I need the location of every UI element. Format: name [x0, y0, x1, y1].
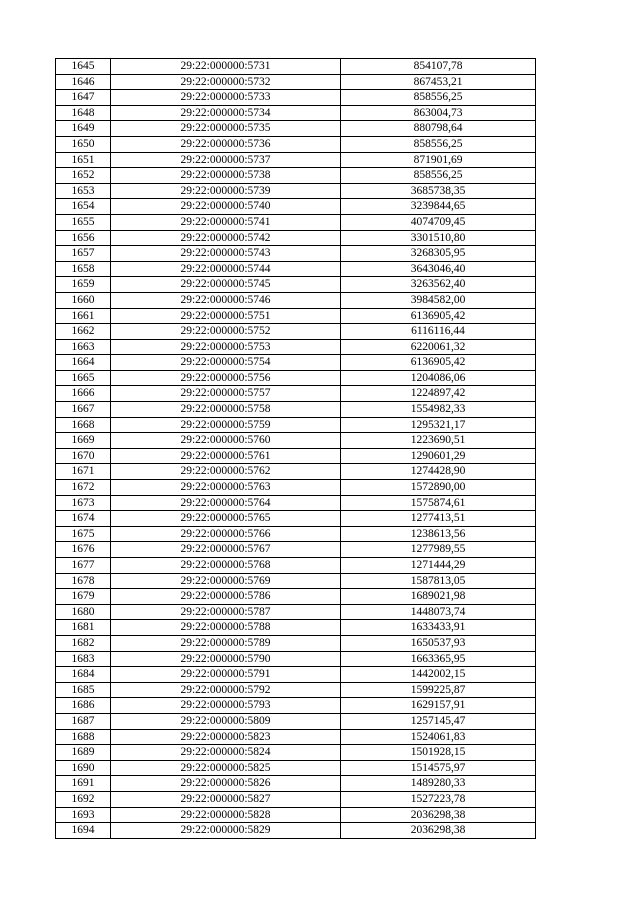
- cadastral-value-cell: 1442002,15: [341, 667, 536, 683]
- cadastral-number-cell: 29:22:000000:5828: [111, 807, 341, 823]
- cadastral-number-cell: 29:22:000000:5734: [111, 105, 341, 121]
- cadastral-value-cell: 1295321,17: [341, 417, 536, 433]
- row-number-cell: 1667: [56, 402, 111, 418]
- cadastral-number-cell: 29:22:000000:5791: [111, 667, 341, 683]
- cadastral-value-cell: 1629157,91: [341, 698, 536, 714]
- cadastral-value-cell: 1663365,95: [341, 651, 536, 667]
- cadastral-value-cell: 1575874,61: [341, 495, 536, 511]
- cadastral-number-cell: 29:22:000000:5766: [111, 526, 341, 542]
- cadastral-number-cell: 29:22:000000:5809: [111, 713, 341, 729]
- row-number-cell: 1648: [56, 105, 111, 121]
- cadastral-number-cell: 29:22:000000:5769: [111, 573, 341, 589]
- cadastral-value-cell: 4074709,45: [341, 214, 536, 230]
- table-row: [56, 651, 536, 667]
- row-number-cell: 1664: [56, 355, 111, 371]
- row-number-cell: 1647: [56, 90, 111, 106]
- cadastral-number-cell: 29:22:000000:5744: [111, 261, 341, 277]
- cadastral-value-table: [55, 58, 536, 839]
- cadastral-value-cell: 1448073,74: [341, 604, 536, 620]
- cadastral-number-cell: 29:22:000000:5753: [111, 339, 341, 355]
- row-number-cell: 1686: [56, 698, 111, 714]
- cadastral-number-cell: 29:22:000000:5738: [111, 168, 341, 184]
- cadastral-value-cell: 3301510,80: [341, 230, 536, 246]
- table-row: [56, 698, 536, 714]
- table-row: [56, 168, 536, 184]
- row-number-cell: 1694: [56, 823, 111, 839]
- cadastral-number-cell: 29:22:000000:5746: [111, 292, 341, 308]
- cadastral-number-cell: 29:22:000000:5735: [111, 121, 341, 137]
- table-row: [56, 495, 536, 511]
- cadastral-number-cell: 29:22:000000:5789: [111, 635, 341, 651]
- cadastral-number-cell: 29:22:000000:5823: [111, 729, 341, 745]
- row-number-cell: 1684: [56, 667, 111, 683]
- row-number-cell: 1672: [56, 480, 111, 496]
- row-number-cell: 1693: [56, 807, 111, 823]
- cadastral-number-cell: 29:22:000000:5824: [111, 745, 341, 761]
- cadastral-value-cell: 1524061,83: [341, 729, 536, 745]
- row-number-cell: 1655: [56, 214, 111, 230]
- table-row: [56, 760, 536, 776]
- cadastral-number-cell: 29:22:000000:5788: [111, 620, 341, 636]
- row-number-cell: 1677: [56, 558, 111, 574]
- cadastral-number-cell: 29:22:000000:5787: [111, 604, 341, 620]
- row-number-cell: 1670: [56, 448, 111, 464]
- row-number-cell: 1662: [56, 324, 111, 340]
- row-number-cell: 1656: [56, 230, 111, 246]
- cadastral-number-cell: 29:22:000000:5760: [111, 433, 341, 449]
- row-number-cell: 1671: [56, 464, 111, 480]
- cadastral-value-cell: 3643046,40: [341, 261, 536, 277]
- cadastral-value-cell: 1650537,93: [341, 635, 536, 651]
- table-row: [56, 635, 536, 651]
- table-row: [56, 823, 536, 839]
- table-row: [56, 355, 536, 371]
- cadastral-value-cell: 1527223,78: [341, 791, 536, 807]
- cadastral-value-cell: 3984582,00: [341, 292, 536, 308]
- cadastral-value-cell: 2036298,38: [341, 807, 536, 823]
- table-row: [56, 199, 536, 215]
- table-row: [56, 558, 536, 574]
- cadastral-value-cell: 867453,21: [341, 74, 536, 90]
- row-number-cell: 1681: [56, 620, 111, 636]
- row-number-cell: 1690: [56, 760, 111, 776]
- table-row: [56, 791, 536, 807]
- cadastral-value-cell: 6136905,42: [341, 308, 536, 324]
- table-row: [56, 433, 536, 449]
- cadastral-number-cell: 29:22:000000:5786: [111, 589, 341, 605]
- cadastral-number-cell: 29:22:000000:5792: [111, 682, 341, 698]
- cadastral-number-cell: 29:22:000000:5754: [111, 355, 341, 371]
- row-number-cell: 1691: [56, 776, 111, 792]
- row-number-cell: 1682: [56, 635, 111, 651]
- cadastral-value-cell: 3263562,40: [341, 277, 536, 293]
- table-row: [56, 152, 536, 168]
- table-row: [56, 480, 536, 496]
- row-number-cell: 1645: [56, 59, 111, 75]
- cadastral-number-cell: 29:22:000000:5752: [111, 324, 341, 340]
- cadastral-number-cell: 29:22:000000:5733: [111, 90, 341, 106]
- cadastral-value-cell: 1277413,51: [341, 511, 536, 527]
- cadastral-number-cell: 29:22:000000:5741: [111, 214, 341, 230]
- cadastral-value-cell: 3685738,35: [341, 183, 536, 199]
- cadastral-number-cell: 29:22:000000:5739: [111, 183, 341, 199]
- cadastral-value-cell: 1554982,33: [341, 402, 536, 418]
- row-number-cell: 1666: [56, 386, 111, 402]
- table-row: [56, 776, 536, 792]
- cadastral-number-cell: 29:22:000000:5743: [111, 246, 341, 262]
- cadastral-number-cell: 29:22:000000:5825: [111, 760, 341, 776]
- table-row: [56, 230, 536, 246]
- cadastral-value-cell: 1501928,15: [341, 745, 536, 761]
- cadastral-value-cell: 6116116,44: [341, 324, 536, 340]
- row-number-cell: 1688: [56, 729, 111, 745]
- row-number-cell: 1650: [56, 136, 111, 152]
- table-row: [56, 745, 536, 761]
- cadastral-number-cell: 29:22:000000:5737: [111, 152, 341, 168]
- row-number-cell: 1665: [56, 370, 111, 386]
- cadastral-value-cell: 3268305,95: [341, 246, 536, 262]
- table-row: [56, 713, 536, 729]
- table-row: [56, 246, 536, 262]
- row-number-cell: 1674: [56, 511, 111, 527]
- cadastral-number-cell: 29:22:000000:5731: [111, 59, 341, 75]
- row-number-cell: 1673: [56, 495, 111, 511]
- table-row: [56, 807, 536, 823]
- table-row: [56, 604, 536, 620]
- table-row: [56, 370, 536, 386]
- cadastral-number-cell: 29:22:000000:5740: [111, 199, 341, 215]
- table-row: [56, 324, 536, 340]
- cadastral-value-cell: 1599225,87: [341, 682, 536, 698]
- cadastral-number-cell: 29:22:000000:5764: [111, 495, 341, 511]
- row-number-cell: 1669: [56, 433, 111, 449]
- cadastral-value-cell: 6136905,42: [341, 355, 536, 371]
- cadastral-value-cell: 1572890,00: [341, 480, 536, 496]
- cadastral-number-cell: 29:22:000000:5761: [111, 448, 341, 464]
- table-row: [56, 261, 536, 277]
- cadastral-value-cell: 858556,25: [341, 90, 536, 106]
- row-number-cell: 1676: [56, 542, 111, 558]
- cadastral-value-cell: 1224897,42: [341, 386, 536, 402]
- table-row: [56, 620, 536, 636]
- cadastral-value-cell: 1587813,05: [341, 573, 536, 589]
- table-row: [56, 464, 536, 480]
- cadastral-value-cell: 1271444,29: [341, 558, 536, 574]
- cadastral-value-cell: 1689021,98: [341, 589, 536, 605]
- table-row: [56, 526, 536, 542]
- cadastral-value-cell: 3239844,65: [341, 199, 536, 215]
- cadastral-number-cell: 29:22:000000:5757: [111, 386, 341, 402]
- table-row: [56, 183, 536, 199]
- row-number-cell: 1679: [56, 589, 111, 605]
- table-row: [56, 308, 536, 324]
- table-row: [56, 59, 536, 75]
- row-number-cell: 1646: [56, 74, 111, 90]
- row-number-cell: 1661: [56, 308, 111, 324]
- cadastral-value-cell: 1514575,97: [341, 760, 536, 776]
- cadastral-number-cell: 29:22:000000:5758: [111, 402, 341, 418]
- row-number-cell: 1680: [56, 604, 111, 620]
- table-row: [56, 667, 536, 683]
- row-number-cell: 1659: [56, 277, 111, 293]
- cadastral-value-cell: 1277989,55: [341, 542, 536, 558]
- cadastral-number-cell: 29:22:000000:5793: [111, 698, 341, 714]
- cadastral-number-cell: 29:22:000000:5762: [111, 464, 341, 480]
- row-number-cell: 1652: [56, 168, 111, 184]
- cadastral-value-cell: 1633433,91: [341, 620, 536, 636]
- table-row: [56, 402, 536, 418]
- cadastral-value-cell: 871901,69: [341, 152, 536, 168]
- cadastral-number-cell: 29:22:000000:5829: [111, 823, 341, 839]
- cadastral-number-cell: 29:22:000000:5827: [111, 791, 341, 807]
- cadastral-number-cell: 29:22:000000:5826: [111, 776, 341, 792]
- row-number-cell: 1649: [56, 121, 111, 137]
- row-number-cell: 1651: [56, 152, 111, 168]
- cadastral-number-cell: 29:22:000000:5767: [111, 542, 341, 558]
- cadastral-value-cell: 854107,78: [341, 59, 536, 75]
- table-row: [56, 511, 536, 527]
- row-number-cell: 1675: [56, 526, 111, 542]
- row-number-cell: 1654: [56, 199, 111, 215]
- cadastral-number-cell: 29:22:000000:5742: [111, 230, 341, 246]
- cadastral-value-cell: 1290601,29: [341, 448, 536, 464]
- table-row: [56, 292, 536, 308]
- row-number-cell: 1660: [56, 292, 111, 308]
- table-row: [56, 386, 536, 402]
- row-number-cell: 1663: [56, 339, 111, 355]
- cadastral-number-cell: 29:22:000000:5745: [111, 277, 341, 293]
- table-row: [56, 448, 536, 464]
- table-row: [56, 573, 536, 589]
- cadastral-number-cell: 29:22:000000:5790: [111, 651, 341, 667]
- table-row: [56, 339, 536, 355]
- table-row: [56, 542, 536, 558]
- row-number-cell: 1689: [56, 745, 111, 761]
- row-number-cell: 1658: [56, 261, 111, 277]
- cadastral-value-cell: 2036298,38: [341, 823, 536, 839]
- cadastral-number-cell: 29:22:000000:5732: [111, 74, 341, 90]
- cadastral-value-cell: 880798,64: [341, 121, 536, 137]
- table-row: [56, 121, 536, 137]
- cadastral-value-cell: 858556,25: [341, 136, 536, 152]
- cadastral-value-cell: 1257145,47: [341, 713, 536, 729]
- row-number-cell: 1678: [56, 573, 111, 589]
- table-row: [56, 682, 536, 698]
- cadastral-number-cell: 29:22:000000:5759: [111, 417, 341, 433]
- table-row: [56, 729, 536, 745]
- cadastral-number-cell: 29:22:000000:5736: [111, 136, 341, 152]
- cadastral-value-cell: 6220061,32: [341, 339, 536, 355]
- cadastral-number-cell: 29:22:000000:5765: [111, 511, 341, 527]
- table-row: [56, 74, 536, 90]
- table-body: [56, 59, 536, 839]
- row-number-cell: 1683: [56, 651, 111, 667]
- cadastral-value-cell: 1489280,33: [341, 776, 536, 792]
- table-row: [56, 417, 536, 433]
- row-number-cell: 1657: [56, 246, 111, 262]
- cadastral-value-cell: 863004,73: [341, 105, 536, 121]
- cadastral-number-cell: 29:22:000000:5768: [111, 558, 341, 574]
- cadastral-number-cell: 29:22:000000:5756: [111, 370, 341, 386]
- row-number-cell: 1685: [56, 682, 111, 698]
- row-number-cell: 1668: [56, 417, 111, 433]
- table-row: [56, 90, 536, 106]
- table-row: [56, 105, 536, 121]
- table-row: [56, 589, 536, 605]
- cadastral-value-cell: 1274428,90: [341, 464, 536, 480]
- cadastral-number-cell: 29:22:000000:5763: [111, 480, 341, 496]
- row-number-cell: 1653: [56, 183, 111, 199]
- row-number-cell: 1692: [56, 791, 111, 807]
- cadastral-value-cell: 1223690,51: [341, 433, 536, 449]
- cadastral-value-cell: 858556,25: [341, 168, 536, 184]
- table-row: [56, 277, 536, 293]
- table-row: [56, 214, 536, 230]
- cadastral-number-cell: 29:22:000000:5751: [111, 308, 341, 324]
- table-row: [56, 136, 536, 152]
- cadastral-value-cell: 1238613,56: [341, 526, 536, 542]
- row-number-cell: 1687: [56, 713, 111, 729]
- cadastral-value-cell: 1204086,06: [341, 370, 536, 386]
